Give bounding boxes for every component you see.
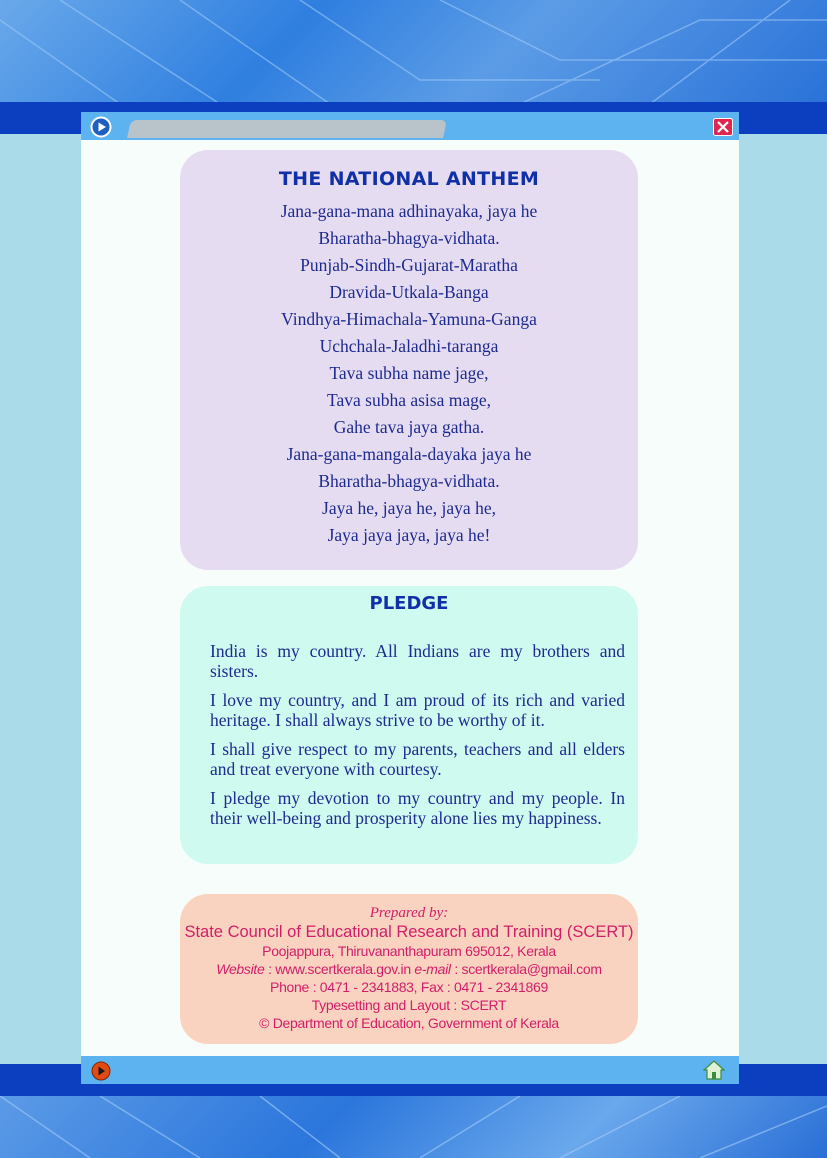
website-link[interactable]: : www.scertkerala.gov.in <box>268 961 411 977</box>
credits-text <box>180 894 638 1032</box>
anthem-line: Vindhya-Himachala-Yamuna-Ganga <box>281 309 537 329</box>
title-bar <box>81 112 739 140</box>
anthem-line: Uchchala-Jaladhi-taranga <box>319 336 499 356</box>
anthem-line: Tava subha name jage, <box>329 363 489 383</box>
anthem-line: Bharatha-bhagya-vidhata. <box>318 471 500 491</box>
title-tab <box>127 120 447 138</box>
pledge-card <box>180 586 638 864</box>
pledge-paragraph: I pledge my devotion to my country and my people. In their well-being and prosperity alone lies my happiness. <box>210 788 625 828</box>
close-icon[interactable] <box>713 118 733 136</box>
email-label: e-mail <box>414 961 451 977</box>
anthem-title: THE NATIONAL ANTHEM <box>278 168 540 190</box>
anthem-line: Jaya he, jaya he, jaya he, <box>322 498 496 518</box>
email-link[interactable]: : scertkerala@gmail.com <box>454 961 602 977</box>
pledge-paragraph: India is my country. All Indians are my brothers and sisters. <box>210 641 625 681</box>
right-margin <box>739 134 827 1064</box>
page-window <box>81 112 739 1084</box>
credits-card <box>180 894 638 1044</box>
anthem-line: Jana-gana-mangala-dayaka jaya he <box>286 444 532 464</box>
pledge-text <box>210 642 625 838</box>
website-label: Website <box>216 961 265 977</box>
contact-line <box>180 960 638 978</box>
anthem-line: Jana-gana-mana adhinayaka, jaya he <box>280 201 538 221</box>
pledge-title: PLEDGE <box>369 593 449 614</box>
header-background <box>0 0 827 104</box>
typesetting-credit: Typesetting and Layout : SCERT <box>311 997 507 1013</box>
national-anthem-card <box>180 150 638 570</box>
prepared-by-label: Prepared by: <box>369 905 449 921</box>
home-icon[interactable] <box>703 1059 725 1081</box>
organization-name: State Council of Educational Research and Training (SCERT) <box>184 923 634 941</box>
footer-background <box>0 1096 827 1158</box>
anthem-line: Punjab-Sindh-Gujarat-Maratha <box>300 255 518 275</box>
anthem-line: Gahe tava jaya gatha. <box>333 417 485 437</box>
pledge-paragraph: I love my country, and I am proud of its rich and varied heritage. I shall always strive to be worthy of it. <box>210 690 625 730</box>
anthem-line: Jaya jaya jaya, jaya he! <box>327 525 491 545</box>
phone-fax: Phone : 0471 - 2341883, Fax : 0471 - 2341869 <box>270 979 548 995</box>
record-play-icon[interactable] <box>91 1061 111 1081</box>
anthem-lyrics <box>180 198 638 549</box>
copyright: © Department of Education, Government of Kerala <box>259 1015 559 1031</box>
play-circle-icon[interactable] <box>90 116 112 138</box>
address: Poojappura, Thiruvananthapuram 695012, Kerala <box>262 943 556 959</box>
anthem-line: Tava subha asisa mage, <box>327 390 491 410</box>
pledge-paragraph: I shall give respect to my parents, teachers and all elders and treat everyone with courtesy. <box>210 739 625 779</box>
bottom-bar <box>81 1056 739 1084</box>
left-margin <box>0 134 82 1064</box>
anthem-line: Bharatha-bhagya-vidhata. <box>318 228 500 248</box>
anthem-line: Dravida-Utkala-Banga <box>329 282 489 302</box>
